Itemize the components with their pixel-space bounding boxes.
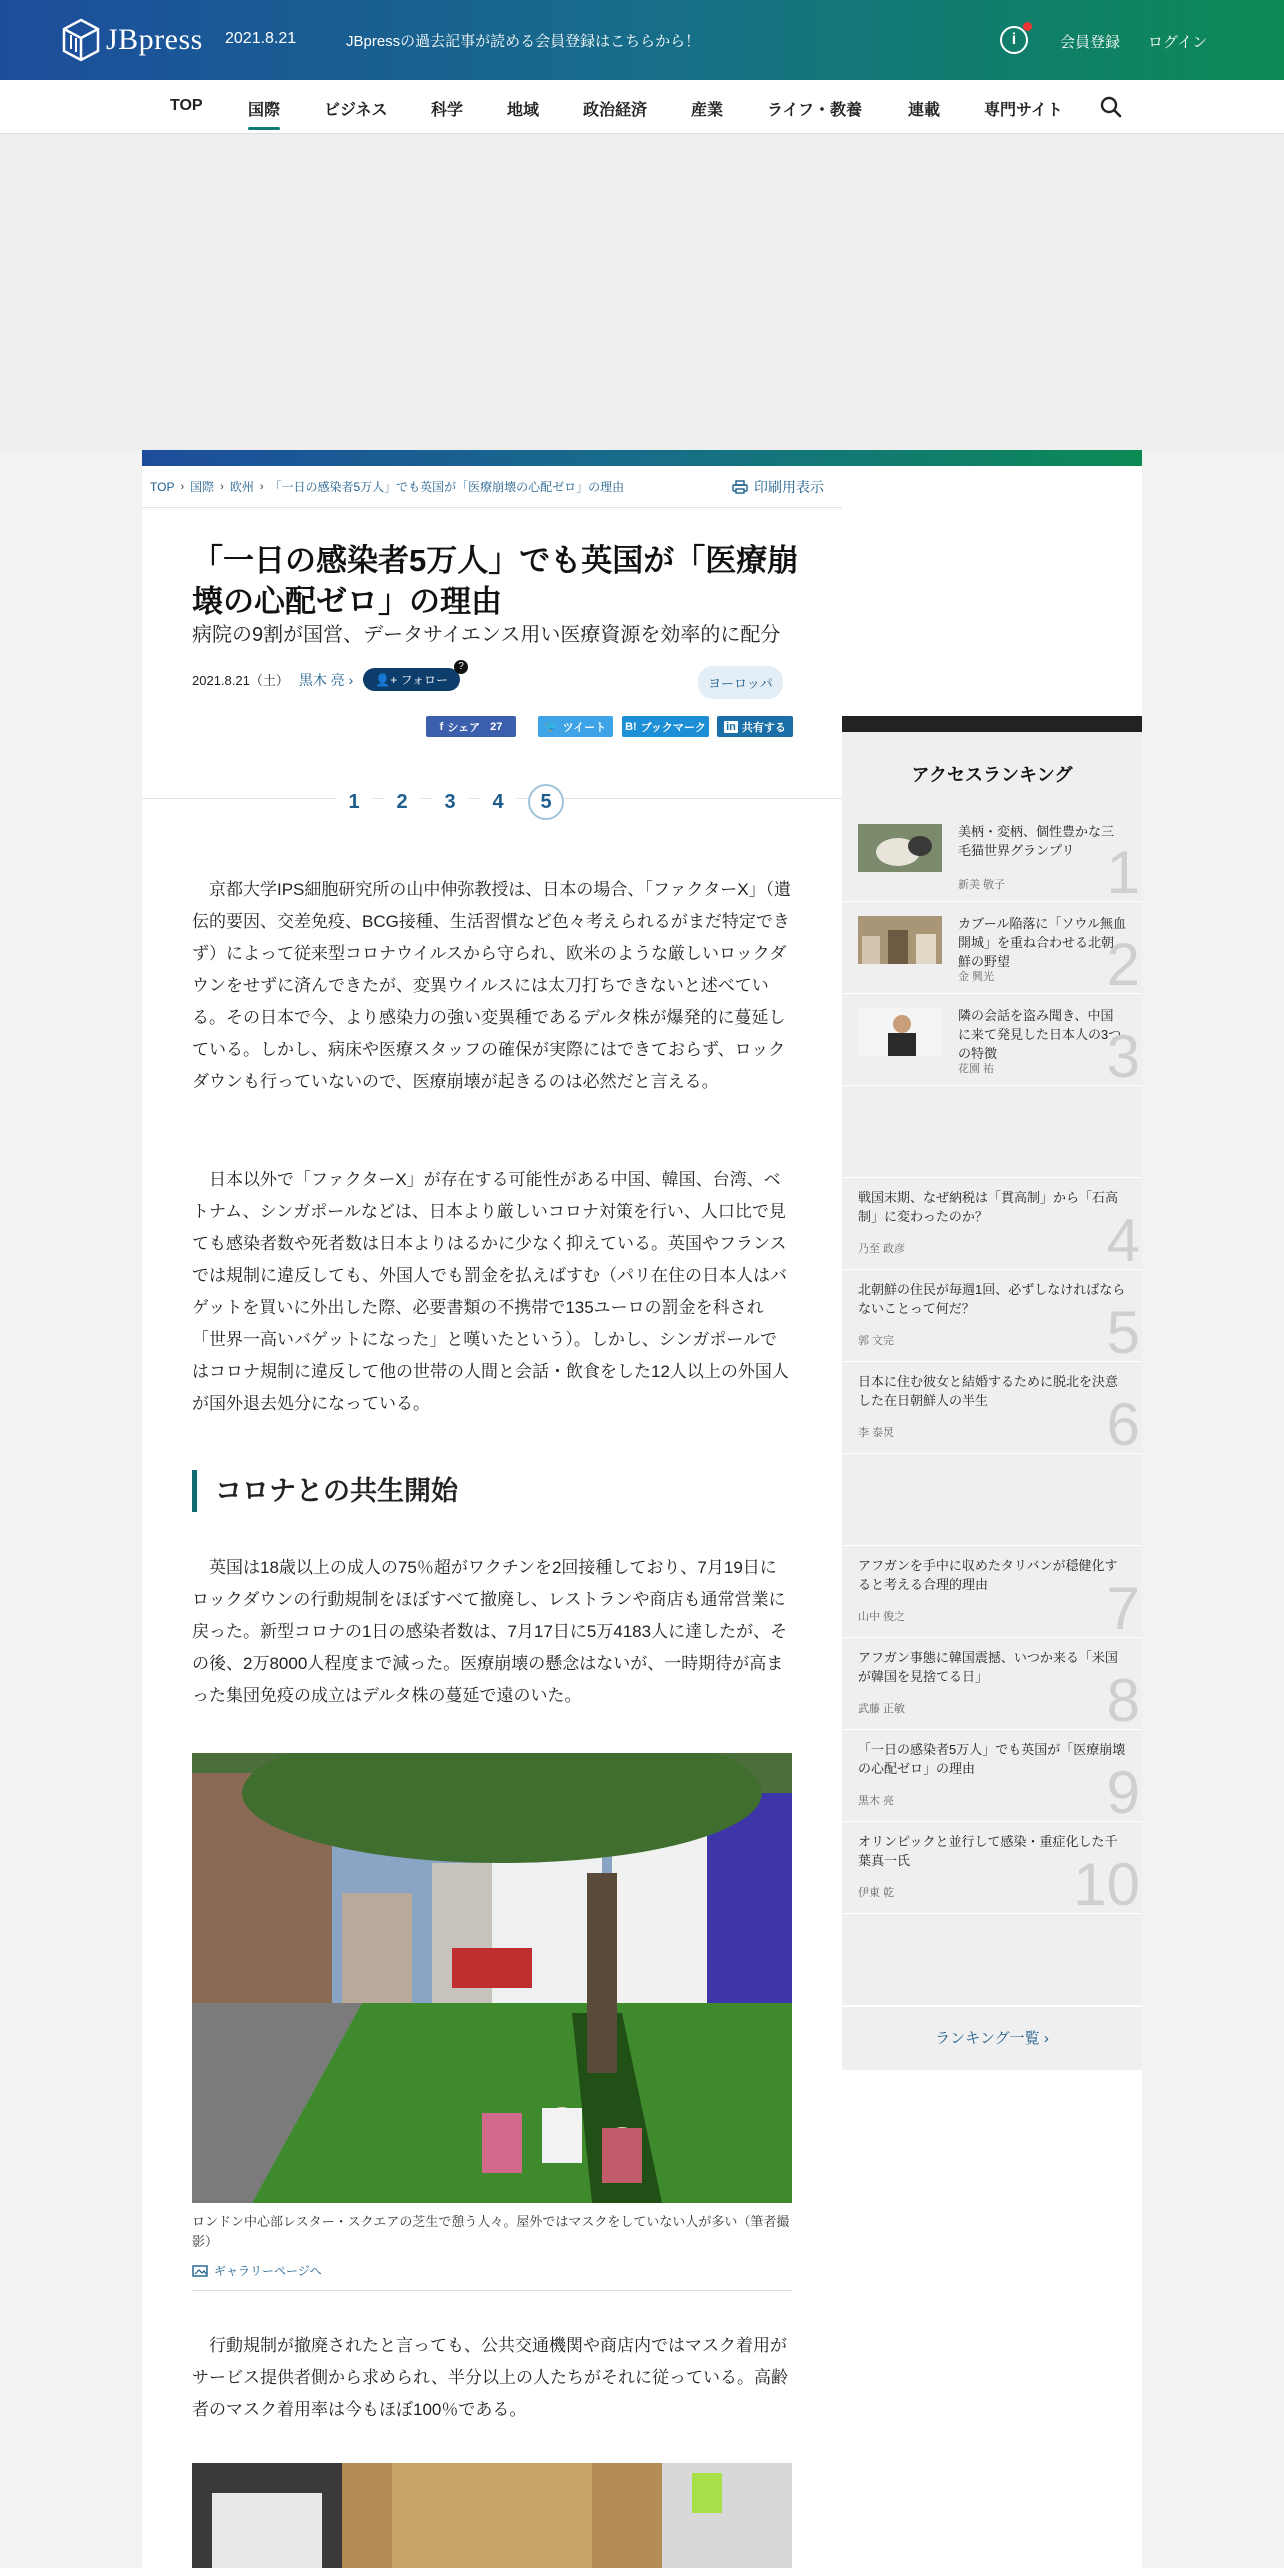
page-link-3[interactable]: 3 bbox=[432, 784, 468, 820]
article-date: 2021.8.21（土） bbox=[192, 673, 289, 688]
hatena-bookmark-button[interactable] bbox=[622, 716, 709, 737]
page-link-4[interactable]: 4 bbox=[480, 784, 516, 820]
divider bbox=[192, 2290, 792, 2291]
breadcrumb-international[interactable]: 国際 bbox=[190, 480, 215, 494]
author-name: 黒木 亮 bbox=[298, 671, 345, 688]
ranking-heading: アクセスランキング bbox=[911, 765, 1073, 785]
ranking-list-link[interactable] bbox=[842, 2006, 1142, 2070]
sidebar-bar bbox=[842, 716, 1142, 732]
article-paragraph: 行動規制が撤廃されたと言っても、公共交通機関や商店内ではマスク着用がサービス提供者側から求められ、半分以上の人たちがそれに従っている。高齢者のマスク着用率は今もほぼ100％である。 bbox=[192, 2336, 789, 2419]
gallery-link[interactable] bbox=[192, 2262, 322, 2279]
ranking-title: 戦国末期、なぜ納税は「貫高制」から「石高制」に変わったのか？ bbox=[858, 1190, 1119, 1224]
nav-item-series[interactable]: 連載 bbox=[908, 102, 941, 119]
nav-item-life[interactable]: ライフ・教養 bbox=[767, 102, 863, 119]
ranking-number: 9 bbox=[1106, 1759, 1140, 1826]
ranking-title: 隣の会話を盗み聞き、中国に来て発見した日本人の3つの特徴 bbox=[958, 1008, 1122, 1061]
ranking-item[interactable] bbox=[842, 994, 1142, 1090]
tweet-button[interactable] bbox=[538, 716, 613, 737]
ranking-author: 黒木 亮 bbox=[858, 1795, 895, 1807]
logo-cube-icon bbox=[62, 18, 100, 62]
print-label: 印刷用表示 bbox=[754, 479, 824, 495]
gallery-link-label: ギャラリーページへ bbox=[214, 2264, 322, 2278]
ranking-title: オリンピックと並行して感染・重症化した千葉真一氏 bbox=[858, 1834, 1118, 1868]
ad-banner-area bbox=[0, 134, 1284, 450]
site-header bbox=[0, 0, 1284, 80]
ranking-author: 李 泰炅 bbox=[858, 1427, 895, 1439]
access-ranking-box bbox=[842, 732, 1142, 2070]
sidebar-ranking bbox=[842, 716, 1142, 2070]
logo-text: JBpress bbox=[106, 23, 203, 56]
login-link[interactable]: ログイン bbox=[1148, 34, 1208, 51]
ranking-author: 郭 文完 bbox=[858, 1335, 895, 1347]
photo-illustration bbox=[858, 1008, 942, 1056]
nav-item-science[interactable]: 科学 bbox=[431, 102, 464, 119]
ranking-item[interactable] bbox=[842, 1822, 1142, 1918]
sidebar-ad-slot bbox=[842, 1086, 1142, 1178]
topic-tag-europe[interactable]: ヨーロッパ bbox=[698, 666, 783, 699]
ranking-thumbnail bbox=[858, 824, 942, 872]
ranking-title: アフガン事態に韓国震撼、いつか来る「米国が韓国を見捨てる日」 bbox=[858, 1650, 1118, 1684]
follow-button[interactable] bbox=[363, 661, 464, 691]
ranking-item[interactable] bbox=[842, 1362, 1142, 1458]
twitter-icon: 🐦 bbox=[544, 721, 559, 733]
ranking-item[interactable] bbox=[842, 1730, 1142, 1826]
ranking-title: 日本に住む彼女と結婚するために脱北を決意した在日朝鮮人の半生 bbox=[858, 1374, 1119, 1408]
ranking-author: 新美 敬子 bbox=[958, 879, 1006, 891]
ranking-author: 山中 俊之 bbox=[858, 1611, 906, 1623]
ranking-item[interactable] bbox=[842, 1546, 1142, 1642]
facebook-share-button[interactable] bbox=[426, 716, 516, 737]
nav-item-business[interactable]: ビジネス bbox=[324, 102, 388, 119]
photo-illustration bbox=[858, 824, 942, 872]
ranking-item[interactable] bbox=[842, 1638, 1142, 1734]
container-stripe bbox=[142, 450, 1142, 466]
search-icon[interactable] bbox=[1100, 96, 1122, 118]
breadcrumb-chevron-icon: › bbox=[180, 480, 185, 493]
nav-item-region[interactable]: 地域 bbox=[507, 102, 540, 119]
nav-item-politics-economy[interactable]: 政治経済 bbox=[583, 102, 648, 119]
page-link-1[interactable]: 1 bbox=[336, 784, 372, 820]
site-logo[interactable] bbox=[62, 18, 203, 62]
photo-illustration bbox=[858, 916, 942, 964]
ranking-number: 8 bbox=[1106, 1667, 1140, 1734]
hatena-icon: B! bbox=[625, 720, 637, 733]
photo-illustration bbox=[192, 1753, 792, 2203]
breadcrumb-top[interactable]: TOP bbox=[150, 479, 175, 494]
section-heading: コロナとの共生開始 bbox=[192, 1470, 458, 1512]
ranking-author: 金 興光 bbox=[958, 971, 995, 983]
help-icon[interactable]: ? bbox=[454, 660, 468, 674]
ranking-title: 美柄・変柄、個性豊かな三毛猫世界グランプリ bbox=[958, 824, 1115, 858]
ranking-title: 北朝鮮の住民が毎週1回、必ずしなければならないことって何だ？ bbox=[858, 1282, 1126, 1316]
sidebar-ad-slot bbox=[842, 1914, 1142, 2006]
hatena-label: ブックマーク bbox=[640, 721, 706, 734]
nav-item-industry[interactable]: 産業 bbox=[691, 102, 724, 119]
follow-label: フォロー bbox=[400, 673, 448, 687]
article-photo-leicester-square[interactable] bbox=[192, 1753, 792, 2203]
article-subtitle: 病院の9割が国営、データサイエンス用い医療資源を効率的に配分 bbox=[192, 624, 781, 646]
author-link[interactable]: 黒木 亮 › bbox=[298, 671, 354, 688]
photo-illustration bbox=[192, 2463, 792, 2568]
header-date: 2021.8.21 bbox=[225, 30, 297, 47]
ranking-title: カブール陥落に「ソウル無血開城」を重ね合わせる北朝鮮の野望 bbox=[958, 916, 1126, 969]
article-title: 「一日の感染者5万人」でも英国が「医療崩壊の心配ゼロ」の理由 bbox=[192, 543, 799, 619]
article-container bbox=[142, 450, 1142, 2568]
ranking-title: アフガンを手中に収めたタリバンが穏健化すると考える合理的理由 bbox=[858, 1558, 1118, 1592]
ranking-item[interactable] bbox=[842, 1270, 1142, 1366]
ranking-number: 5 bbox=[1106, 1299, 1140, 1366]
ranking-number: 2 bbox=[1106, 931, 1140, 998]
breadcrumb-chevron-icon: › bbox=[220, 480, 224, 493]
facebook-icon: f bbox=[439, 720, 444, 733]
printer-icon bbox=[732, 480, 748, 494]
register-promo-link[interactable]: JBpressの過去記事が読める会員登録はこちらから！ bbox=[346, 33, 701, 50]
info-icon[interactable] bbox=[1000, 26, 1028, 54]
ranking-number: 3 bbox=[1106, 1023, 1140, 1090]
info-icon-label: i bbox=[1011, 31, 1017, 48]
breadcrumb-chevron-icon: › bbox=[259, 480, 264, 493]
notification-dot bbox=[1023, 22, 1032, 31]
ranking-author: 花園 祐 bbox=[958, 1063, 995, 1075]
breadcrumb-current[interactable]: 「一日の感染者5万人」でも英国が「医療崩壊の心配ゼロ」の理由 bbox=[269, 480, 625, 494]
nav-item-international[interactable]: 国際 bbox=[248, 97, 280, 120]
facebook-share-label: シェア bbox=[447, 721, 481, 734]
follow-user-icon: 👤+ bbox=[375, 673, 401, 687]
chevron-right-icon: › bbox=[1043, 2030, 1049, 2047]
ranking-item[interactable] bbox=[842, 902, 1142, 998]
nav-item-top[interactable]: TOP bbox=[170, 97, 203, 114]
ranking-number: 10 bbox=[1073, 1851, 1140, 1918]
ranking-thumbnail bbox=[858, 1008, 942, 1056]
linkedin-icon: in bbox=[726, 720, 736, 733]
print-button[interactable] bbox=[732, 477, 824, 497]
article-paragraph: 日本以外で「ファクターX」が存在する可能性がある中国、韓国、台湾、ベトナム、シンガポールなどは、日本より厳しいコロナ対策を行い、人口比で見ても感染者数や死者数は日本よりはるかに少なく抑えている。英国やフランスでは規制に違反しても、外国人でも罰金を払えばすむ（パリ在住の日本人はバゲットを買いに外出した際、必要書類の不携帯で135ユーロの罰金を科され「世界一高いバゲットになった」と嘆いたという）。しかし、シンガポールではコロナ規制に違反して他の世帯の人間と会話・飲食をした12人以上の外国人が国外退去処分になっている。 bbox=[192, 1170, 789, 1413]
main-nav bbox=[0, 80, 1284, 134]
ranking-title: 「一日の感染者5万人」でも英国が「医療崩壊の心配ゼロ」の理由 bbox=[858, 1742, 1126, 1776]
article-photo-second[interactable] bbox=[192, 2463, 792, 2568]
sidebar-ad-slot bbox=[842, 1454, 1142, 1546]
ranking-number: 7 bbox=[1106, 1575, 1140, 1642]
register-link[interactable]: 会員登録 bbox=[1060, 34, 1121, 51]
photo-caption: ロンドン中心部レスター・スクエアの芝生で憩う人々。屋外ではマスクをしていない人が多い（筆者撮影） bbox=[192, 2214, 790, 2249]
breadcrumb bbox=[150, 478, 624, 495]
facebook-share-count: 27 bbox=[490, 720, 503, 733]
linkedin-label: 共有する bbox=[741, 721, 786, 734]
article-meta bbox=[192, 661, 464, 691]
ranking-number: 6 bbox=[1106, 1391, 1140, 1458]
divider bbox=[142, 507, 842, 508]
gallery-image-icon bbox=[192, 2265, 208, 2277]
article-paragraph: 英国は18歳以上の成人の75％超がワクチンを2回接種しており、7月19日にロックダウンの行動規制をほぼすべて撤廃し、レストランや商店も通常営業に戻った。新型コロナの1日の感染者数は、7月17日に5万4183人に達したが、その後、2万8000人程度まで減った。医療崩壊の懸念はないが、一時期待が高まった集団免疫の成立はデルタ株の蔓延で遠のいた。 bbox=[192, 1558, 788, 1705]
linkedin-share-button[interactable] bbox=[717, 716, 793, 737]
ranking-item[interactable] bbox=[842, 810, 1142, 906]
ranking-item[interactable] bbox=[842, 1178, 1142, 1274]
page-link-5-current[interactable]: 5 bbox=[528, 784, 564, 820]
ranking-author: 伊東 乾 bbox=[858, 1887, 895, 1899]
tweet-label: ツイート bbox=[562, 721, 607, 734]
ranking-list-label: ランキング一覧 bbox=[935, 2030, 1040, 2047]
nav-item-special-sites[interactable]: 専門サイト bbox=[984, 102, 1063, 119]
article-paragraph: 京都大学IPS細胞研究所の山中伸弥教授は、日本の場合、「ファクターX」（遺伝的要因、交差免疫、BCG接種、生活習慣など色々考えられるがまだ特定できず）によって従来型コロナウイルスから守られ、欧米のような厳しいロックダウンをせずに済んできたが、変異ウイルスには太刀打ちできないと述べている。その日本で今、より感染力の強い変異種であるデルタ株が爆発的に蔓延している。しかし、病床や医療スタッフの確保が実際にはできておらず、ロックダウンも行っていないので、医療崩壊が起きるのは必然だと言える。 bbox=[192, 880, 792, 1091]
breadcrumb-europe[interactable]: 欧州 bbox=[229, 480, 254, 494]
page-link-2[interactable]: 2 bbox=[384, 784, 420, 820]
ranking-thumbnail bbox=[858, 916, 942, 964]
ranking-number: 1 bbox=[1106, 839, 1140, 906]
ranking-number: 4 bbox=[1106, 1207, 1140, 1274]
ranking-author: 武藤 正敏 bbox=[858, 1703, 906, 1715]
ranking-author: 乃至 政彦 bbox=[858, 1243, 906, 1255]
